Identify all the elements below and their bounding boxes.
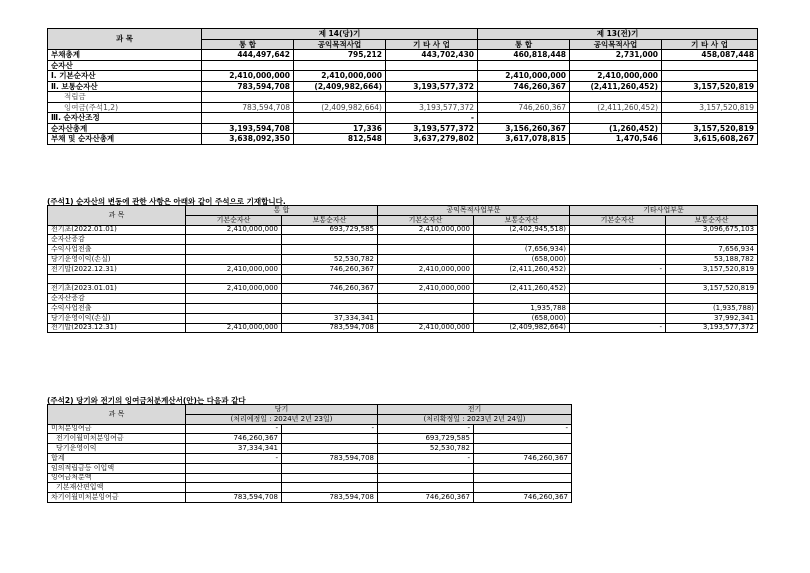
cell-value: 3,193,594,708 [202, 123, 294, 134]
sub-header: 통 합 [202, 39, 294, 50]
cell-value [294, 92, 386, 103]
cell-value: 458,087,448 [662, 50, 758, 61]
cell-value: (1,935,788) [666, 303, 758, 313]
cell-value [202, 92, 294, 103]
cell-value: 52,530,782 [282, 254, 378, 264]
cell-value [386, 60, 478, 71]
cell-value [478, 60, 570, 71]
cell-value: (7,656,934) [474, 245, 570, 255]
cell-value [282, 473, 378, 483]
cell-value: 783,594,708 [202, 81, 294, 92]
table-row [48, 102, 758, 113]
cell-value [570, 113, 662, 124]
sub-header: 통 합 [478, 39, 570, 50]
cell-value [570, 284, 666, 294]
sub-header: 기본순자산 [378, 215, 474, 225]
cell-value [378, 463, 474, 473]
cell-value: 3,193,577,372 [386, 81, 478, 92]
sub-header: 공익목적사업 [570, 39, 662, 50]
cell-value: 795,212 [294, 50, 386, 61]
header-account: 과 목 [48, 206, 186, 226]
cell-value: 2,410,000,000 [378, 225, 474, 235]
row-label: 전기말(2022.12.31) [48, 264, 186, 274]
cell-value [186, 245, 282, 255]
cell-value: 746,260,367 [378, 493, 474, 503]
cell-value [474, 274, 570, 284]
table-row [48, 453, 572, 463]
cell-value [570, 235, 666, 245]
cell-value: 746,260,367 [478, 81, 570, 92]
cell-value: 3,637,279,802 [386, 134, 478, 145]
row-label: 임의적립금등 이입액 [48, 463, 186, 473]
note1-caption: (주석1) 순자산의 변동에 관한 사항은 아래와 같이 주석으로 기재합니다. [47, 197, 286, 206]
header-account: 과 목 [48, 405, 186, 425]
cell-value [186, 274, 282, 284]
cell-value [186, 463, 282, 473]
row-label: 전기초(2023.01.01) [48, 284, 186, 294]
cell-value: 746,260,367 [474, 453, 572, 463]
cell-value: 2,410,000,000 [202, 71, 294, 82]
cell-value: - [474, 424, 572, 434]
cell-value [378, 313, 474, 323]
header-date-previous: (처리확정일 : 2023년 2년 24일) [378, 414, 572, 424]
cell-value: 3,193,577,372 [666, 323, 758, 333]
table-row [48, 50, 758, 61]
row-label: 당기운영이익(손실) [48, 254, 186, 264]
note2-caption: (주석2) 당기와 전기의 잉여금처분계산서(안)는 다음과 같다 [47, 396, 246, 405]
cell-value: 746,260,367 [478, 102, 570, 113]
cell-value: 3,193,577,372 [386, 123, 478, 134]
table-row [48, 274, 758, 284]
cell-value [474, 434, 572, 444]
cell-value: 3,096,675,103 [666, 225, 758, 235]
cell-value: - [186, 424, 282, 434]
cell-value: - [282, 424, 378, 434]
table-row [48, 245, 758, 255]
sub-header: 보통순자산 [282, 215, 378, 225]
balance-table [47, 28, 758, 145]
cell-value: - [378, 424, 474, 434]
cell-value [570, 313, 666, 323]
row-label: 전기초(2022.01.01) [48, 225, 186, 235]
header-group-total: 통 합 [186, 206, 378, 216]
table-row [48, 81, 758, 92]
cell-value: (2,411,260,452) [570, 81, 662, 92]
row-label: 부채 및 순자산총계 [48, 134, 202, 145]
surplus-disposition-table [47, 404, 572, 503]
cell-value: - [378, 453, 474, 463]
row-label: 잉여금(주석1,2) [48, 102, 202, 113]
cell-value [186, 254, 282, 264]
row-label: 잉여금처분액 [48, 473, 186, 483]
table-row [48, 235, 758, 245]
cell-value [282, 235, 378, 245]
sub-header: 보통순자산 [474, 215, 570, 225]
table-row [48, 313, 758, 323]
cell-value: - [570, 264, 666, 274]
cell-value: 812,548 [294, 134, 386, 145]
table-row [48, 60, 758, 71]
cell-value [474, 235, 570, 245]
cell-value: 460,818,448 [478, 50, 570, 61]
cell-value: 2,410,000,000 [378, 284, 474, 294]
table-row [48, 424, 572, 434]
cell-value: 783,594,708 [282, 453, 378, 463]
row-label: 순자산 [48, 60, 202, 71]
cell-value: 3,638,092,350 [202, 134, 294, 145]
table-row [48, 134, 758, 145]
cell-value: 746,260,367 [282, 284, 378, 294]
sub-header: 보통순자산 [666, 215, 758, 225]
row-label: 순자산총계 [48, 123, 202, 134]
cell-value: 746,260,367 [186, 434, 282, 444]
cell-value: 2,410,000,000 [378, 323, 474, 333]
sub-header: 기 타 사 업 [662, 39, 758, 50]
cell-value: 3,157,520,819 [662, 81, 758, 92]
table-row [48, 264, 758, 274]
row-label: 전기말(2023.12.31) [48, 323, 186, 333]
cell-value: 3,157,520,819 [666, 264, 758, 274]
cell-value [282, 434, 378, 444]
cell-value [186, 294, 282, 304]
cell-value [570, 303, 666, 313]
cell-value [570, 225, 666, 235]
table-row [48, 473, 572, 483]
cell-value: 783,594,708 [282, 493, 378, 503]
cell-value [378, 294, 474, 304]
row-label: 당기운영이익(손실) [48, 313, 186, 323]
row-label: 부채총계 [48, 50, 202, 61]
cell-value [282, 444, 378, 454]
table-row [48, 113, 758, 124]
cell-value: 444,497,642 [202, 50, 294, 61]
cell-value [662, 71, 758, 82]
cell-value [474, 473, 572, 483]
cell-value [570, 274, 666, 284]
cell-value: - [386, 113, 478, 124]
cell-value [570, 294, 666, 304]
net-assets-change-table [47, 205, 758, 333]
cell-value: 443,702,430 [386, 50, 478, 61]
cell-value: 2,731,000 [570, 50, 662, 61]
cell-value: 2,410,000,000 [570, 71, 662, 82]
cell-value: 3,615,608,267 [662, 134, 758, 145]
cell-value: 2,410,000,000 [378, 264, 474, 274]
cell-value: 783,594,708 [202, 102, 294, 113]
cell-value: 37,334,341 [186, 444, 282, 454]
cell-value: 1,470,546 [570, 134, 662, 145]
cell-value: 783,594,708 [186, 493, 282, 503]
cell-value: 2,410,000,000 [186, 323, 282, 333]
sub-header: 기본순자산 [570, 215, 666, 225]
cell-value: 746,260,367 [474, 493, 572, 503]
row-label: 적립금 [48, 92, 202, 103]
cell-value: 3,156,260,367 [478, 123, 570, 134]
cell-value: 3,157,520,819 [662, 102, 758, 113]
cell-value [202, 113, 294, 124]
header-group-other: 기타사업부문 [570, 206, 758, 216]
cell-value [186, 235, 282, 245]
cell-value: 3,157,520,819 [666, 284, 758, 294]
header-date-current: (처리예정일 : 2024년 2년 23일) [186, 414, 378, 424]
cell-value [378, 473, 474, 483]
row-label: Ⅲ. 순자산조정 [48, 113, 202, 124]
cell-value [378, 254, 474, 264]
table-row [48, 254, 758, 264]
row-label: 기본재산편입액 [48, 483, 186, 493]
cell-value: 3,157,520,819 [662, 123, 758, 134]
table-row [48, 493, 572, 503]
cell-value [662, 60, 758, 71]
cell-value: 693,729,585 [378, 434, 474, 444]
cell-value [378, 303, 474, 313]
cell-value [478, 113, 570, 124]
header-group-public: 공익목적사업부문 [378, 206, 570, 216]
row-label: 차기이월미처분잉여금 [48, 493, 186, 503]
header-period-previous: 제 13(전)기 [478, 29, 758, 40]
cell-value [666, 294, 758, 304]
cell-value: 2,410,000,000 [186, 284, 282, 294]
header-period-current: 당기 [186, 405, 378, 415]
table-row [48, 483, 572, 493]
sub-header: 기 타 사 업 [386, 39, 478, 50]
table-row [48, 225, 758, 235]
row-label: 순자산증감 [48, 294, 186, 304]
cell-value: 2,410,000,000 [186, 264, 282, 274]
cell-value [202, 60, 294, 71]
cell-value [282, 294, 378, 304]
cell-value: 37,992,341 [666, 313, 758, 323]
row-label: 수익사업전출 [48, 245, 186, 255]
cell-value [378, 245, 474, 255]
cell-value: (658,000) [474, 254, 570, 264]
row-label: Ⅱ. 보통순자산 [48, 81, 202, 92]
cell-value [294, 60, 386, 71]
cell-value [570, 245, 666, 255]
cell-value [282, 245, 378, 255]
cell-value [282, 483, 378, 493]
cell-value [186, 303, 282, 313]
cell-value [666, 274, 758, 284]
row-label: 순자산증감 [48, 235, 186, 245]
cell-value [666, 235, 758, 245]
cell-value: 37,334,341 [282, 313, 378, 323]
cell-value [474, 463, 572, 473]
cell-value [186, 313, 282, 323]
cell-value [282, 274, 378, 284]
header-period-current: 제 14(당)기 [202, 29, 478, 40]
header-period-previous: 전기 [378, 405, 572, 415]
cell-value [474, 294, 570, 304]
table-row [48, 284, 758, 294]
table-row [48, 123, 758, 134]
cell-value [186, 473, 282, 483]
table-row [48, 463, 572, 473]
cell-value [378, 274, 474, 284]
cell-value [282, 303, 378, 313]
cell-value [378, 235, 474, 245]
cell-value [662, 92, 758, 103]
row-label [48, 274, 186, 284]
cell-value: 3,617,078,815 [478, 134, 570, 145]
cell-value: 2,410,000,000 [294, 71, 386, 82]
cell-value [474, 444, 572, 454]
table-row [48, 303, 758, 313]
cell-value: - [186, 453, 282, 463]
cell-value [282, 463, 378, 473]
header-account: 과 목 [48, 29, 202, 50]
cell-value [378, 483, 474, 493]
cell-value [294, 113, 386, 124]
cell-value: (2,411,260,452) [570, 102, 662, 113]
cell-value: 1,935,788 [474, 303, 570, 313]
cell-value: (1,260,452) [570, 123, 662, 134]
cell-value: 2,410,000,000 [478, 71, 570, 82]
cell-value: 783,594,708 [282, 323, 378, 333]
row-label: 수익사업전출 [48, 303, 186, 313]
row-label: 당기운영이익 [48, 444, 186, 454]
cell-value [662, 113, 758, 124]
table-row [48, 323, 758, 333]
sub-header: 공익목적사업 [294, 39, 386, 50]
cell-value [570, 254, 666, 264]
cell-value [474, 483, 572, 493]
table-row [48, 294, 758, 304]
table-row [48, 92, 758, 103]
cell-value [570, 60, 662, 71]
table-row [48, 71, 758, 82]
cell-value: (2,409,982,664) [294, 81, 386, 92]
cell-value: 17,336 [294, 123, 386, 134]
row-label: 합계 [48, 453, 186, 463]
cell-value [386, 71, 478, 82]
cell-value: 3,193,577,372 [386, 102, 478, 113]
cell-value: (2,411,260,452) [474, 284, 570, 294]
cell-value: (2,409,982,664) [294, 102, 386, 113]
cell-value: 2,410,000,000 [186, 225, 282, 235]
cell-value: 746,260,367 [282, 264, 378, 274]
cell-value: (2,402,945,518) [474, 225, 570, 235]
cell-value: (658,000) [474, 313, 570, 323]
row-label: 미처분잉여금 [48, 424, 186, 434]
table-row [48, 434, 572, 444]
row-label: 전기이월미처분잉여금 [48, 434, 186, 444]
cell-value: (2,411,260,452) [474, 264, 570, 274]
cell-value: 693,729,585 [282, 225, 378, 235]
cell-value [186, 483, 282, 493]
cell-value: 53,188,782 [666, 254, 758, 264]
cell-value: (2,409,982,664) [474, 323, 570, 333]
cell-value: - [570, 323, 666, 333]
row-label: Ⅰ. 기본순자산 [48, 71, 202, 82]
cell-value [478, 92, 570, 103]
cell-value [386, 92, 478, 103]
table-row [48, 444, 572, 454]
cell-value: 52,530,782 [378, 444, 474, 454]
sub-header: 기본순자산 [186, 215, 282, 225]
cell-value: 7,656,934 [666, 245, 758, 255]
cell-value [570, 92, 662, 103]
